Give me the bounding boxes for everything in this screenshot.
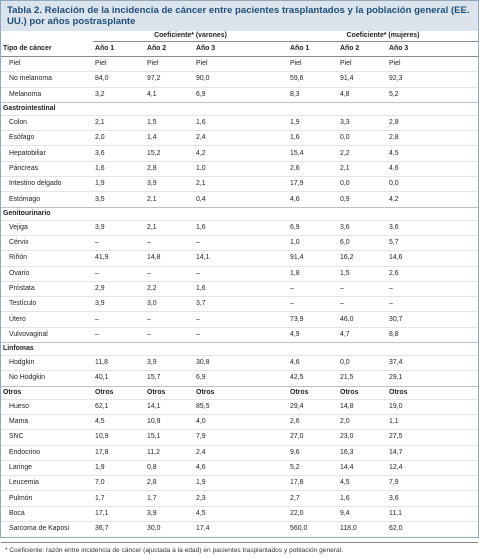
table-cell: 5,2: [288, 460, 338, 475]
table-row: [1, 266, 478, 281]
table-cell: 30,7: [387, 312, 478, 327]
table-cell: 2,1: [93, 115, 145, 130]
row-label: Hepatobiliar: [1, 146, 93, 161]
table-cell: 11,1: [387, 506, 478, 521]
table-cell: 3,7: [194, 297, 288, 312]
table-cell: 560,0: [288, 522, 338, 537]
table-cell: 23,0: [338, 430, 387, 445]
table-cell: 1,9: [288, 115, 338, 130]
table-cell: 4,6: [288, 192, 338, 207]
table-cell: 0,8: [145, 460, 194, 475]
table-cell: 1,9: [93, 460, 145, 475]
section-cell: [338, 207, 387, 220]
table-cell: –: [93, 235, 145, 250]
row-label: Colon: [1, 115, 93, 130]
row-label: Útero: [1, 312, 93, 327]
table-row: [1, 115, 478, 130]
section-row: [1, 207, 478, 220]
section-cell: [194, 343, 288, 356]
table-cell: 21,5: [338, 371, 387, 386]
row-label: Estómago: [1, 192, 93, 207]
table-cell: 1,0: [288, 235, 338, 250]
table-row: [1, 399, 478, 414]
table-cell: 17,8: [288, 476, 338, 491]
table-cell: 8,3: [288, 87, 338, 102]
table-cell: Piel: [389, 60, 401, 68]
table-cell: 10,9: [145, 414, 194, 429]
table-cell: –: [145, 327, 194, 342]
table-cell: –: [194, 327, 288, 342]
section-title: Linfomas: [1, 343, 93, 356]
section-row: [1, 343, 478, 356]
table-cell: –: [93, 312, 145, 327]
section-cell: [387, 102, 478, 115]
group-header-male: Coeficiente* (varones): [93, 31, 288, 42]
group-header-row: [1, 31, 478, 42]
table-row: [1, 57, 478, 72]
table-cell: –: [387, 281, 478, 296]
table-row: [1, 87, 478, 102]
row-label: Esófago: [1, 131, 93, 146]
table-cell: 9,6: [288, 445, 338, 460]
table-cell: 42,5: [288, 371, 338, 386]
table-cell: 29,4: [288, 399, 338, 414]
table-cell: 85,5: [194, 399, 288, 414]
table-cell: 2,0: [338, 414, 387, 429]
column-header: Año 1: [288, 42, 338, 57]
table-cell: 1,7: [93, 491, 145, 506]
table-cell: 1,1: [387, 414, 478, 429]
row-label: Testículo: [1, 297, 93, 312]
table-cell: 3,3: [338, 115, 387, 130]
row-label: SNC: [1, 430, 93, 445]
section-cell: Otros: [145, 386, 194, 399]
section-row: [1, 102, 478, 115]
table-cell: 2,2: [338, 146, 387, 161]
table-row: [1, 177, 478, 192]
table-cell: –: [194, 312, 288, 327]
table-cell: 4,2: [194, 146, 288, 161]
table-cell: 15,7: [145, 371, 194, 386]
table-cell: 2,8: [387, 131, 478, 146]
table-cell: 12,4: [387, 460, 478, 475]
table-cell: 2,7: [288, 491, 338, 506]
table-cell: 118,0: [338, 522, 387, 537]
table-cell: 6,9: [194, 87, 288, 102]
table-cell: 6,9: [288, 220, 338, 235]
table-cell: 6,0: [338, 235, 387, 250]
table-cell: 9,4: [338, 506, 387, 521]
section-title: Genitourinario: [1, 207, 93, 220]
column-header-row: [1, 42, 478, 57]
table-cell: Piel: [290, 60, 302, 68]
table-cell: 2,6: [288, 161, 338, 176]
table-cell: 0,0: [338, 356, 387, 371]
table-cell: 7,0: [93, 476, 145, 491]
table-cell: 27,0: [288, 430, 338, 445]
table-cell: 15,4: [288, 146, 338, 161]
table-cell: 4,1: [145, 87, 194, 102]
table-row: [1, 297, 478, 312]
table-cell: 1,4: [145, 131, 194, 146]
table-cell: 2,2: [145, 281, 194, 296]
row-label: Sarcoma de Kaposi: [1, 522, 93, 537]
table-cell: 15,2: [145, 146, 194, 161]
table-cell: –: [93, 266, 145, 281]
row-label: Cérvix: [1, 235, 93, 250]
table-cell: 1,6: [288, 131, 338, 146]
section-cell: Otros: [93, 386, 145, 399]
row-label: Páncreas: [1, 161, 93, 176]
table-cell: 3,6: [338, 220, 387, 235]
table-cell: 90,0: [194, 72, 288, 87]
row-label: Mama: [1, 414, 93, 429]
section-cell: [194, 207, 288, 220]
table-cell: 4,5: [93, 414, 145, 429]
table-cell: 1,5: [145, 115, 194, 130]
row-label: Piel: [9, 60, 21, 68]
table-cell: 91,4: [338, 72, 387, 87]
row-label: No melanoma: [1, 72, 93, 87]
table-cell: 73,9: [288, 312, 338, 327]
table-cell: 91,4: [288, 251, 338, 266]
column-header: Año 3: [387, 42, 478, 57]
table-title: Tabla 2. Relación de la incidencia de cáncer entre pacientes trasplantados y la población general (EE. UU.) por años postrasplante: [1, 1, 478, 31]
column-header: Año 1: [93, 42, 145, 57]
table-cell: 14,6: [387, 251, 478, 266]
section-cell: [145, 343, 194, 356]
table-row: [1, 356, 478, 371]
table-row: [1, 251, 478, 266]
table-cell: 4,7: [338, 327, 387, 342]
table-cell: 3,5: [93, 192, 145, 207]
table-cell: –: [93, 327, 145, 342]
table-cell: 5,7: [387, 235, 478, 250]
table-cell: 10,9: [93, 430, 145, 445]
table-cell: 11,2: [145, 445, 194, 460]
table-cell: 0,0: [338, 131, 387, 146]
table-cell: 3,6: [387, 220, 478, 235]
section-cell: [93, 207, 145, 220]
table-cell: 2,1: [145, 192, 194, 207]
table-cell: –: [194, 266, 288, 281]
section-cell: Otros: [288, 386, 338, 399]
row-label: Próstata: [1, 281, 93, 296]
table-cell: 3,9: [93, 297, 145, 312]
table-cell: 2,1: [338, 161, 387, 176]
table-row: [1, 235, 478, 250]
table-row: [1, 522, 478, 537]
table-cell: 2,3: [194, 491, 288, 506]
row-label: Hodgkin: [1, 356, 93, 371]
table-cell: 2,8: [387, 115, 478, 130]
section-cell: [288, 102, 338, 115]
table-cell: 6,9: [194, 371, 288, 386]
column-header: Tipo de cáncer: [1, 42, 93, 57]
table-cell: 3,9: [145, 356, 194, 371]
row-label: Vulvovaginal: [1, 327, 93, 342]
table-cell: 1,6: [93, 161, 145, 176]
table-cell: 0,4: [194, 192, 288, 207]
table-cell: 22,0: [288, 506, 338, 521]
group-header-female: Coeficiente* (mujeres): [288, 31, 478, 42]
table-cell: 0,0: [338, 177, 387, 192]
table-cell: 4,0: [194, 414, 288, 429]
table-cell: 3,9: [145, 177, 194, 192]
table-cell: 41,9: [93, 251, 145, 266]
table-cell: 4,5: [338, 476, 387, 491]
column-header: Año 3: [194, 42, 288, 57]
row-label: No Hodgkin: [1, 371, 93, 386]
table-cell: 97,2: [145, 72, 194, 87]
section-cell: [145, 207, 194, 220]
row-label: Hueso: [1, 399, 93, 414]
table-cell: 2,0: [93, 131, 145, 146]
table-cell: 3,0: [145, 297, 194, 312]
table-cell: 92,3: [387, 72, 478, 87]
table-cell: 4,6: [387, 161, 478, 176]
table-cell: 16,2: [338, 251, 387, 266]
table-cell: 2,8: [145, 161, 194, 176]
table-cell: 4,9: [288, 327, 338, 342]
table-cell: 1,9: [194, 476, 288, 491]
table-row: [1, 445, 478, 460]
table-cell: 1,6: [338, 491, 387, 506]
row-label: Pulmón: [1, 491, 93, 506]
section-cell: [194, 102, 288, 115]
table-cell: 2,6: [387, 266, 478, 281]
table-cell: 16,3: [338, 445, 387, 460]
section-cell: [288, 207, 338, 220]
section-title: Otros: [1, 386, 93, 399]
table-cell: 3,9: [145, 506, 194, 521]
row-label: Ovario: [1, 266, 93, 281]
table-cell: 40,1: [93, 371, 145, 386]
table-cell: 15,1: [145, 430, 194, 445]
table-cell: 4,5: [194, 506, 288, 521]
table-cell: –: [338, 297, 387, 312]
table-cell: 1,0: [194, 161, 288, 176]
table-cell: –: [387, 297, 478, 312]
section-cell: Otros: [387, 386, 478, 399]
section-cell: [387, 207, 478, 220]
section-cell: [288, 343, 338, 356]
table-cell: 17,1: [93, 506, 145, 521]
table-cell: –: [145, 312, 194, 327]
table-cell: 2,9: [93, 281, 145, 296]
table-cell: –: [145, 235, 194, 250]
table-row: [1, 192, 478, 207]
table-cell: 1,5: [338, 266, 387, 281]
table-row: [1, 430, 478, 445]
incidence-table: [1, 31, 478, 536]
table-cell: 2,8: [145, 476, 194, 491]
section-cell: [93, 102, 145, 115]
table-cell: 1,6: [194, 115, 288, 130]
table-cell: 59,6: [288, 72, 338, 87]
table-cell: –: [145, 266, 194, 281]
table-body: [1, 31, 478, 536]
table-cell: 2,6: [288, 414, 338, 429]
table-cell: 4,6: [288, 356, 338, 371]
table-cell: 3,9: [93, 220, 145, 235]
table-cell: –: [288, 297, 338, 312]
table-footnote: * Coeficiente: razón entre incidencia de cáncer (ajustada a la edad) en pacientes trasplantados y población general.: [1, 542, 478, 558]
table-cell: 2,1: [145, 220, 194, 235]
column-header: Año 2: [338, 42, 387, 57]
table-row: [1, 460, 478, 475]
table-cell: Piel: [147, 60, 159, 68]
row-label: Melanoma: [1, 87, 93, 102]
table-cell: 14,1: [145, 399, 194, 414]
section-cell: [145, 102, 194, 115]
table-row: [1, 281, 478, 296]
table-cell: 29,1: [387, 371, 478, 386]
table-cell: 2,1: [194, 177, 288, 192]
table-cell: 1,9: [93, 177, 145, 192]
section-cell: [338, 343, 387, 356]
table-cell: 17,9: [288, 177, 338, 192]
section-cell: Otros: [338, 386, 387, 399]
table-cell: 2,4: [194, 445, 288, 460]
table-cell: 14,8: [145, 251, 194, 266]
table-cell: 30,0: [145, 522, 194, 537]
table-cell: Piel: [196, 60, 208, 68]
row-label: Riñón: [1, 251, 93, 266]
table-cell: 19,0: [387, 399, 478, 414]
table-cell: 14,4: [338, 460, 387, 475]
table-row: [1, 506, 478, 521]
section-title: Gastrointestinal: [1, 102, 93, 115]
table-row: [1, 220, 478, 235]
table-cell: 0,9: [338, 192, 387, 207]
table-cell: 0,0: [387, 177, 478, 192]
table-row: [1, 72, 478, 87]
table-cell: 4,5: [387, 146, 478, 161]
row-label: Vejiga: [1, 220, 93, 235]
table-row: [1, 476, 478, 491]
table-cell: 37,4: [387, 356, 478, 371]
table-cell: 84,0: [93, 72, 145, 87]
table-cell: 11,8: [93, 356, 145, 371]
row-label: Boca: [1, 506, 93, 521]
table-cell: 7,9: [387, 476, 478, 491]
table-cell: 7,9: [194, 430, 288, 445]
table-cell: Piel: [340, 60, 352, 68]
section-row: [1, 386, 478, 399]
table-cell: –: [194, 235, 288, 250]
table-cell: 4,6: [194, 460, 288, 475]
table-cell: 1,6: [194, 281, 288, 296]
table-cell: –: [288, 281, 338, 296]
section-cell: [338, 102, 387, 115]
table-cell: 36,7: [93, 522, 145, 537]
table-cell: 14,7: [387, 445, 478, 460]
table-row: [1, 312, 478, 327]
row-label: Leucemia: [1, 476, 93, 491]
table-row: [1, 491, 478, 506]
table-cell: 14,1: [194, 251, 288, 266]
table-cell: 17,4: [194, 522, 288, 537]
table-row: [1, 146, 478, 161]
table-row: [1, 414, 478, 429]
section-cell: Otros: [194, 386, 288, 399]
table-row: [1, 327, 478, 342]
column-header: Año 2: [145, 42, 194, 57]
row-label: Endocrino: [1, 445, 93, 460]
table-cell: 4,8: [338, 87, 387, 102]
row-label: Laringe: [1, 460, 93, 475]
table-cell: 17,8: [93, 445, 145, 460]
table-cell: 4,2: [387, 192, 478, 207]
section-cell: [93, 343, 145, 356]
table-cell: 46,0: [338, 312, 387, 327]
table-cell: 14,8: [338, 399, 387, 414]
table-row: [1, 161, 478, 176]
table-cell: 1,7: [145, 491, 194, 506]
table-cell: 2,4: [194, 131, 288, 146]
table-cell: Piel: [95, 60, 107, 68]
row-label: Intestino delgado: [1, 177, 93, 192]
table-cell: 3,6: [93, 146, 145, 161]
section-cell: [387, 343, 478, 356]
table-cell: 62,1: [93, 399, 145, 414]
table-cell: 3,2: [93, 87, 145, 102]
table-cell: 3,6: [387, 491, 478, 506]
table-cell: 1,8: [288, 266, 338, 281]
table-cell: 62,0: [387, 522, 478, 537]
table-cell: 1,6: [194, 220, 288, 235]
table-cell: 5,2: [387, 87, 478, 102]
table-row: [1, 131, 478, 146]
table-cell: 27,5: [387, 430, 478, 445]
table-row: [1, 371, 478, 386]
table-cell: –: [338, 281, 387, 296]
table-cell: 30,8: [194, 356, 288, 371]
table-cell: 8,8: [387, 327, 478, 342]
